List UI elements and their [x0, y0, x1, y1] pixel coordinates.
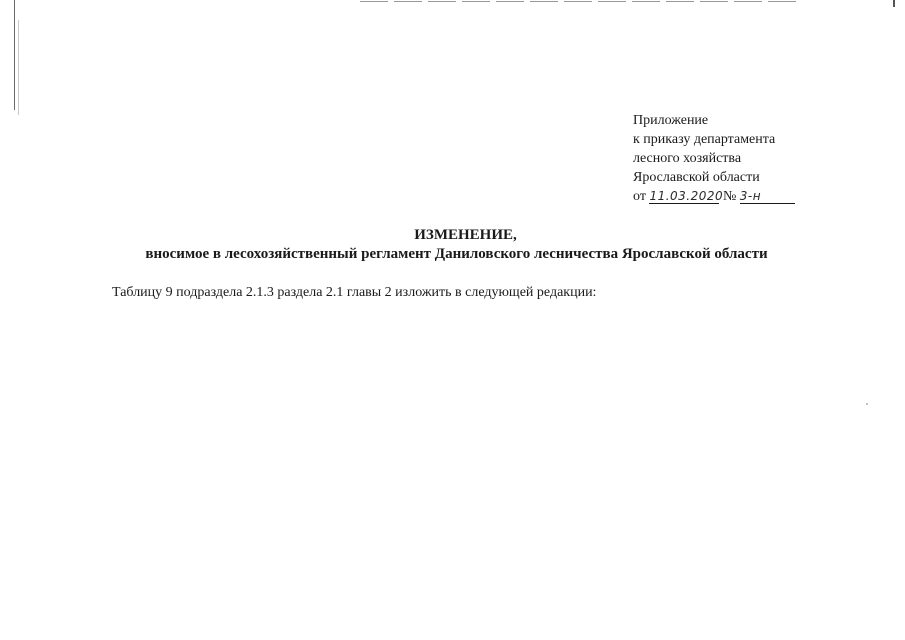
handwritten-date: 11.03.2020	[649, 189, 724, 203]
scan-edge-line-faint	[18, 20, 19, 115]
appendix-block	[633, 111, 795, 206]
handwritten-number: 3-н	[740, 190, 795, 204]
appendix-line-4: Ярославской области	[633, 170, 760, 185]
instruction-text: Таблицу 9 подраздела 2.1.3 раздела 2.1 главы 2 изложить в следующей редакции:	[112, 285, 597, 300]
title-subheading: вносимое в лесохозяйственный регламент Даниловского лесничества Ярославской области	[145, 246, 768, 262]
appendix-line-3: лесного хозяйства	[633, 151, 742, 166]
title-heading: ИЗМЕНЕНИЕ,	[414, 227, 517, 243]
document-title	[0, 226, 905, 264]
scan-speck	[866, 403, 868, 405]
appendix-line-2: к приказу департамента	[633, 132, 776, 147]
appendix-date-number-line	[633, 187, 795, 206]
scan-corner-mark	[893, 0, 895, 7]
appendix-line-1: Приложение	[633, 113, 709, 128]
date-prefix: от	[633, 189, 646, 204]
number-sign: №	[722, 189, 737, 204]
scan-edge-line	[14, 0, 15, 110]
scan-top-artifact	[360, 1, 800, 2]
